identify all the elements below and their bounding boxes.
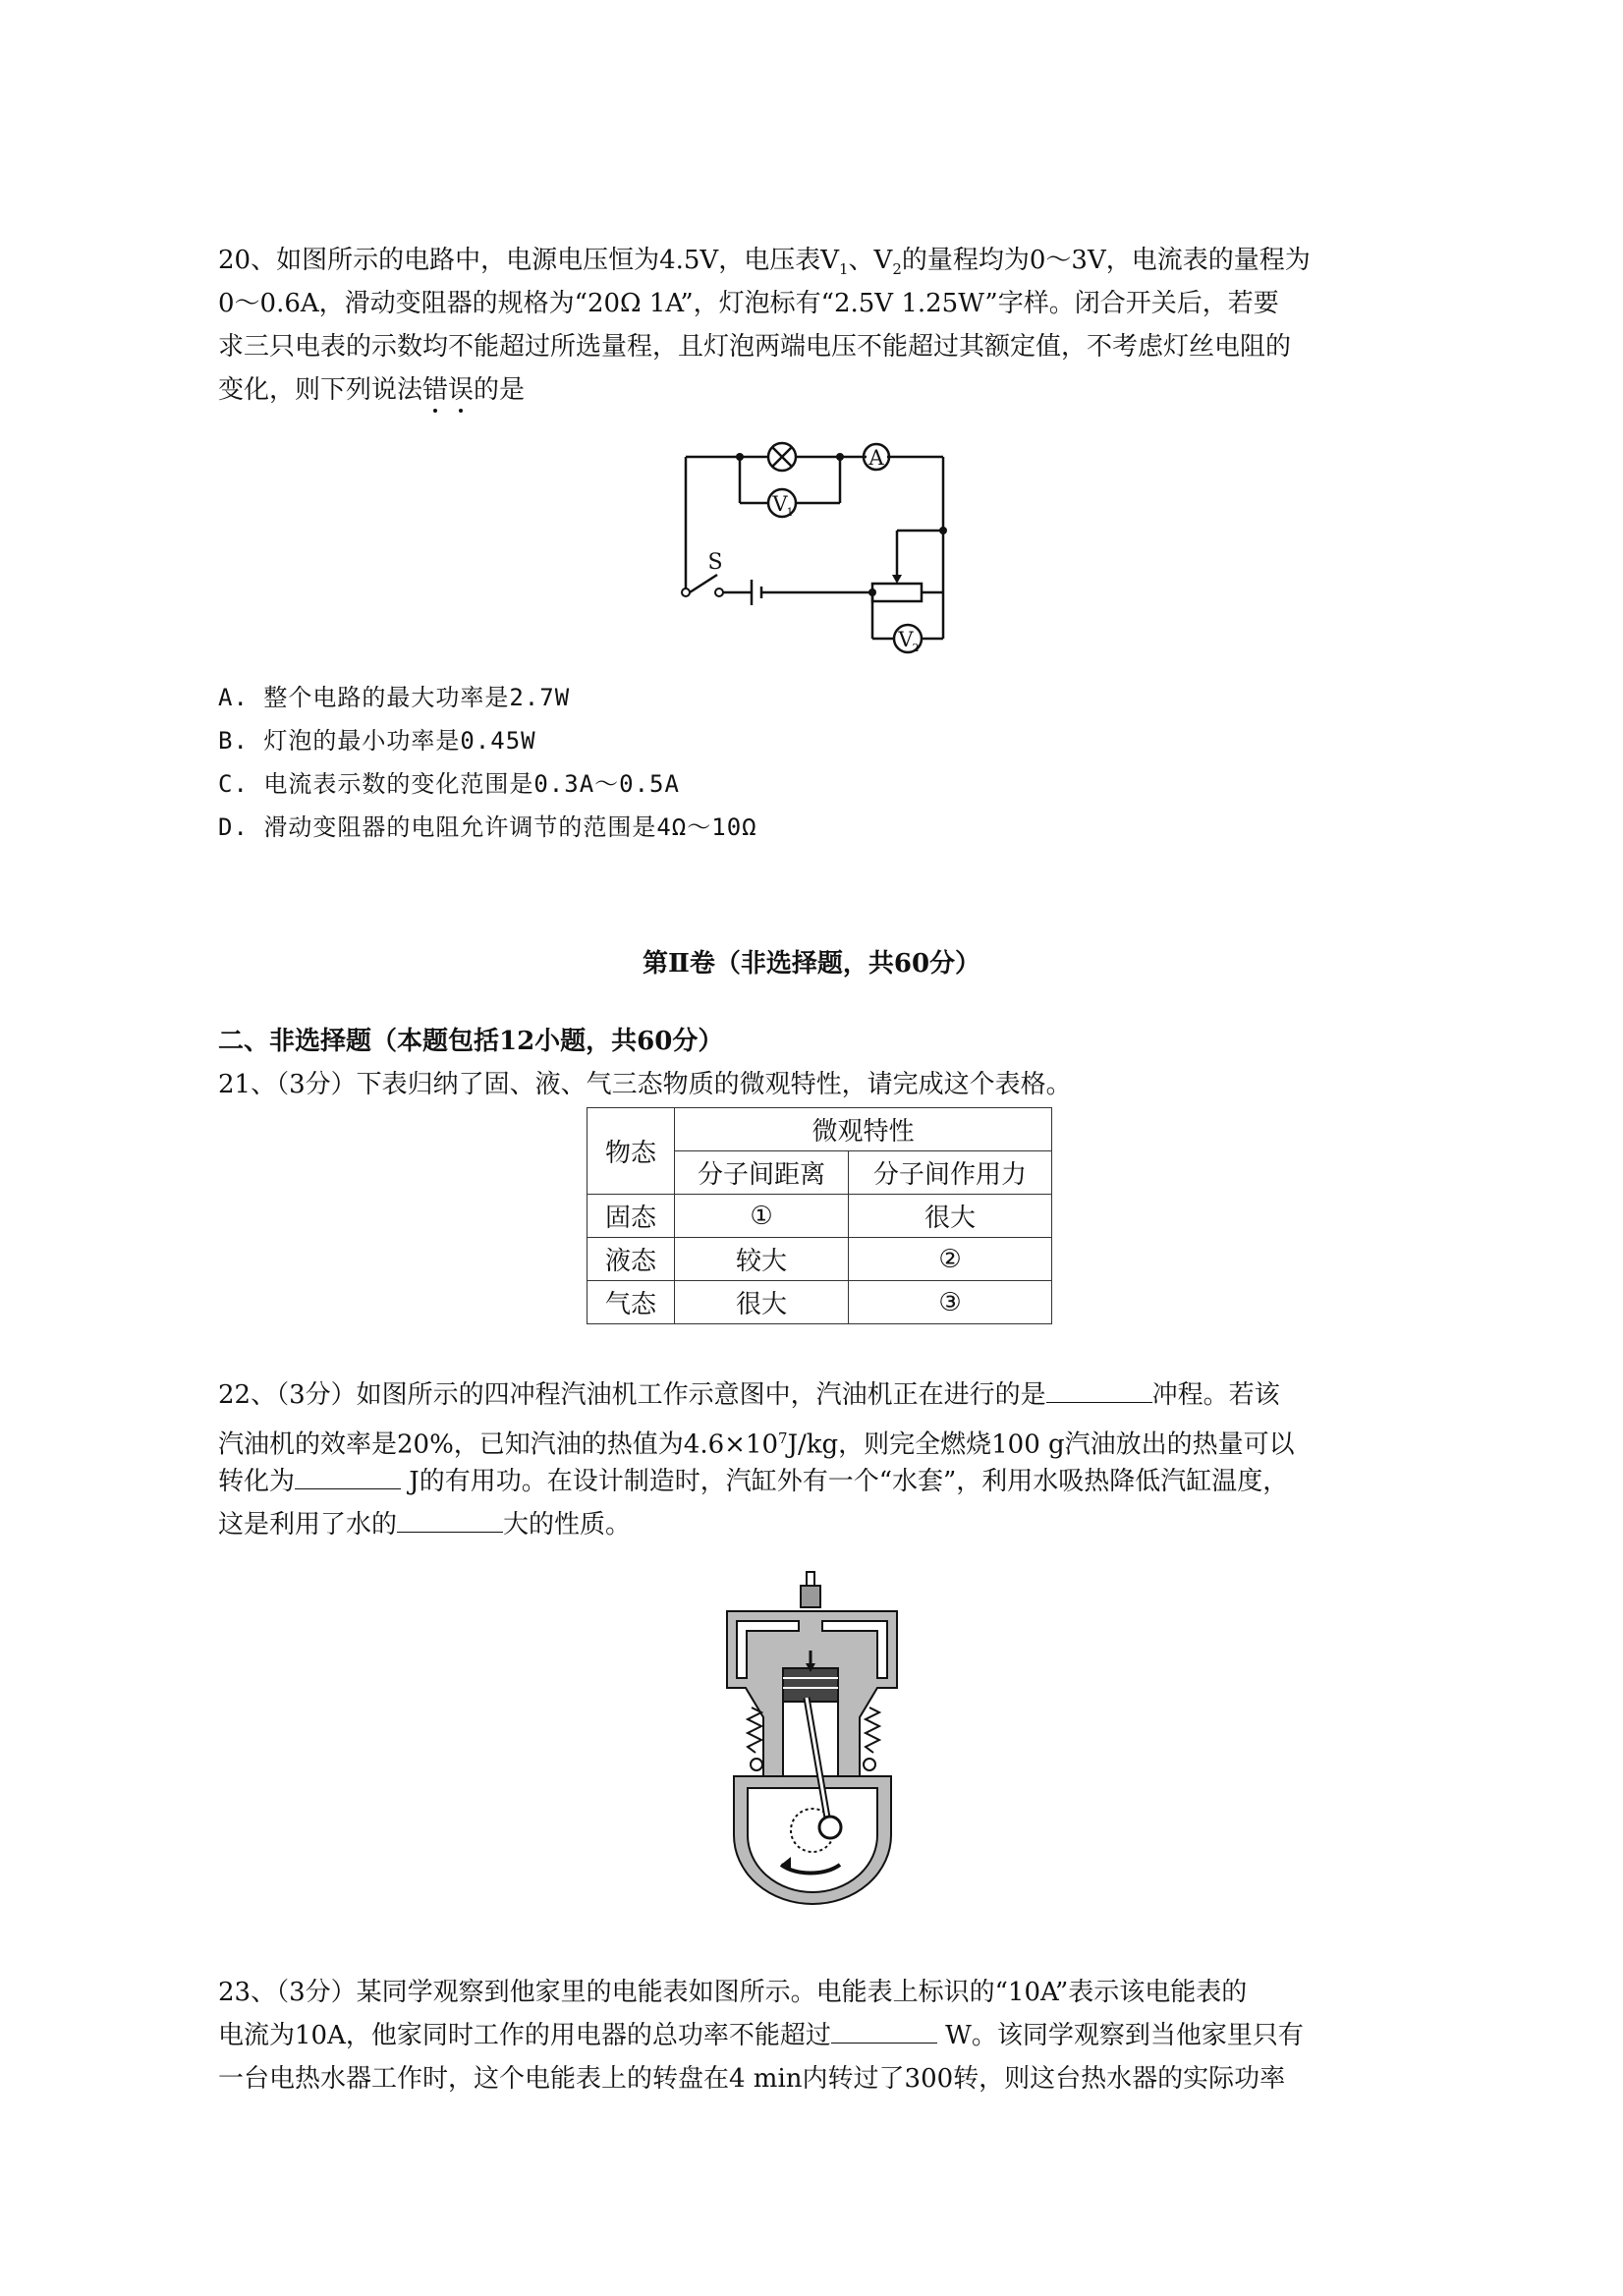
part2-title: 第Ⅱ卷（非选择题，共60分） (642, 949, 981, 979)
answer-blank-4 (831, 2023, 937, 2044)
q23-line-1: 23、（3分）某同学观察到他家里的电能表如图所示。电能表上标识的“10A”表示该电能表的 (218, 1978, 1248, 2007)
q20-option-d: D. 滑动变阻器的电阻允许调节的范围是4Ω～10Ω (218, 813, 757, 841)
q21-text: 21、（3分）下表归纳了固、液、气三态物质的微观特性，请完成这个表格。 (218, 1070, 1072, 1099)
q20-line-2: 0～0.6A，滑动变阻器的规格为“20Ω 1A”，灯泡标有“2.5V 1.25W”字样。闭合开关后，若要 (218, 289, 1279, 318)
answer-blank-1 (1046, 1382, 1152, 1403)
header-micro: 微观特性 (675, 1108, 1052, 1151)
svg-text:V: V (772, 492, 788, 516)
q22-line-1: 22、（3分）如图所示的四冲程汽油机工作示意图中，汽油机正在进行的是 冲程。若该 (218, 1380, 1280, 1410)
q23-line-2: 电流为10A，他家同时工作的用电器的总功率不能超过 W。该同学观察到当他家里只有 (218, 2021, 1304, 2050)
header-state: 物态 (588, 1108, 675, 1195)
q20-option-c: C. 电流表示数的变化范围是0.3A～0.5A (218, 770, 680, 798)
gasoline-engine-diagram (722, 1570, 904, 1909)
q23-line-3: 一台电热水器工作时，这个电能表上的转盘在4 min内转过了300转，则这台热水器的实际功率 (218, 2064, 1286, 2094)
header-distance: 分子间距离 (675, 1151, 849, 1195)
section2-title: 二、非选择题（本题包括12小题，共60分） (218, 1027, 724, 1056)
svg-text:V: V (898, 628, 914, 651)
q20-line-3: 求三只电表的示数均不能超过所选量程，且灯泡两端电压不能超过其额定值，不考虑灯丝电阻的 (218, 332, 1292, 362)
table-row: 液态 较大 ② (588, 1238, 1052, 1281)
q22-line-2: 汽油机的效率是20%，已知汽油的热值为$4.6\times 10^7J/kg$，则完全燃烧100 g汽油放出的热量可以 (218, 1429, 1295, 1460)
circuit-diagram (668, 432, 973, 668)
answer-blank-2 (295, 1469, 401, 1489)
answer-blank-3 (397, 1512, 503, 1533)
header-force: 分子间作用力 (849, 1151, 1052, 1195)
emphasis-dot-cuo: 错 (422, 375, 449, 405)
q22-line-3: 转化为 J的有用功。在设计制造时，汽缸外有一个“水套”，利用水吸热降低汽缸温度， (218, 1467, 1289, 1496)
table-row: 气态 很大 ③ (588, 1281, 1052, 1324)
table-row: 固态 ① 很大 (588, 1195, 1052, 1238)
q20-line-1: 20、如图所示的电路中，电源电压恒为4.5V，电压表$V_1$、$V_2$的量程均为0～3V，电流表的量程为 (218, 246, 1311, 279)
q22-line-4: 这是利用了水的 大的性质。 (218, 1510, 632, 1540)
emphasis-dot-wu: 误 (448, 375, 475, 405)
svg-text:1: 1 (786, 506, 794, 519)
svg-text:2: 2 (912, 642, 920, 654)
microscopic-properties-table (587, 1107, 1052, 1324)
q20-option-b: B. 灯泡的最小功率是0.45W (218, 727, 536, 755)
q20-option-a: A. 整个电路的最大功率是2.7W (218, 684, 571, 711)
q20-line-4: 变化，则下列说法错误的是 (218, 375, 526, 405)
svg-text:A: A (868, 446, 884, 470)
svg-text:S: S (707, 550, 723, 575)
